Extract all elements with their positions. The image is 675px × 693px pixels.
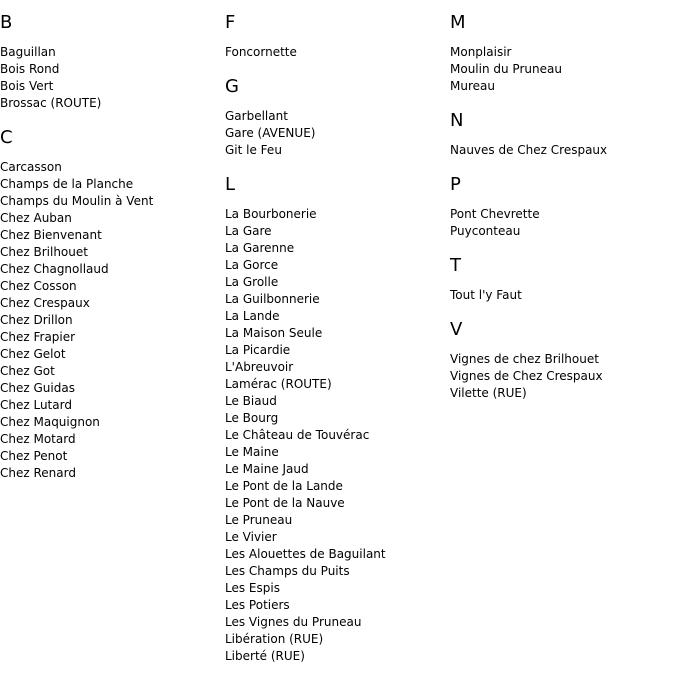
street-link[interactable]: Les Champs du Puits <box>225 564 350 578</box>
street-link[interactable]: Moulin du Pruneau <box>450 62 562 76</box>
street-link[interactable]: Chez Drillon <box>0 313 73 327</box>
street-list <box>450 287 675 304</box>
street-link[interactable]: Bois Vert <box>0 79 54 93</box>
letter-group <box>0 12 225 112</box>
street-link[interactable]: Chez Brilhouet <box>0 245 88 259</box>
letter-group <box>450 110 675 159</box>
street-link[interactable]: La Bourbonerie <box>225 207 317 221</box>
street-link[interactable]: Mureau <box>450 79 495 93</box>
street-list <box>450 142 675 159</box>
letter-heading: L <box>225 174 236 195</box>
index-column <box>450 12 675 417</box>
street-link[interactable]: La Picardie <box>225 343 291 357</box>
street-link[interactable]: Le Maine Jaud <box>225 462 309 476</box>
letter-heading: N <box>450 110 464 131</box>
street-link[interactable]: Nauves de Chez Crespaux <box>450 143 608 157</box>
street-link[interactable]: Chez Frapier <box>0 330 76 344</box>
street-link[interactable]: Les Potiers <box>225 598 290 612</box>
street-link[interactable]: Bois Rond <box>0 62 60 76</box>
street-list <box>225 108 450 159</box>
street-link[interactable]: Carcasson <box>0 160 62 174</box>
street-list <box>0 159 225 482</box>
street-link[interactable]: La Lande <box>225 309 280 323</box>
street-link[interactable]: Le Vivier <box>225 530 277 544</box>
street-link[interactable]: Gare (AVENUE) <box>225 126 316 140</box>
street-link[interactable]: Vilette (RUE) <box>450 386 527 400</box>
letter-heading: V <box>450 319 463 340</box>
street-link[interactable]: Le Pont de la Lande <box>225 479 343 493</box>
street-link[interactable]: Monplaisir <box>450 45 512 59</box>
street-link[interactable]: Chez Guidas <box>0 381 75 395</box>
street-link[interactable]: La Grolle <box>225 275 279 289</box>
index-column <box>225 12 450 680</box>
letter-group <box>0 127 225 482</box>
street-link[interactable]: Vignes de Chez Crespaux <box>450 369 603 383</box>
street-link[interactable]: Chez Motard <box>0 432 76 446</box>
street-list <box>225 44 450 61</box>
street-link[interactable]: Chez Bienvenant <box>0 228 102 242</box>
street-link[interactable]: Le Bourg <box>225 411 279 425</box>
street-link[interactable]: Tout l'y Faut <box>450 288 522 302</box>
street-link[interactable]: Foncornette <box>225 45 297 59</box>
street-link[interactable]: Champs de la Planche <box>0 177 134 191</box>
letter-heading: P <box>450 174 461 195</box>
letter-group <box>450 12 675 95</box>
street-link[interactable]: Git le Feu <box>225 143 282 157</box>
letter-group <box>225 174 450 665</box>
street-link[interactable]: La Gare <box>225 224 272 238</box>
street-link[interactable]: Libération (RUE) <box>225 632 324 646</box>
street-link[interactable]: Chez Gelot <box>0 347 66 361</box>
letter-heading: C <box>0 127 13 148</box>
street-link[interactable]: Le Pont de la Nauve <box>225 496 345 510</box>
letter-heading: M <box>450 12 466 33</box>
street-link[interactable]: Chez Penot <box>0 449 68 463</box>
street-link[interactable]: Brossac (ROUTE) <box>0 96 102 110</box>
street-link[interactable]: La Guilbonnerie <box>225 292 320 306</box>
street-link[interactable]: Le Château de Touvérac <box>225 428 370 442</box>
street-link[interactable]: La Maison Seule <box>225 326 323 340</box>
letter-group <box>450 319 675 402</box>
index-column <box>0 12 225 497</box>
letter-group <box>450 255 675 304</box>
street-link[interactable]: L'Abreuvoir <box>225 360 294 374</box>
street-list <box>450 351 675 402</box>
letter-group <box>225 12 450 61</box>
street-link[interactable]: Chez Chagnollaud <box>0 262 109 276</box>
letter-group <box>450 174 675 240</box>
street-link[interactable]: Le Maine <box>225 445 279 459</box>
street-link[interactable]: La Garenne <box>225 241 295 255</box>
street-link[interactable]: Vignes de chez Brilhouet <box>450 352 599 366</box>
street-link[interactable]: Pont Chevrette <box>450 207 540 221</box>
street-link[interactable]: Chez Lutard <box>0 398 72 412</box>
street-link[interactable]: Chez Renard <box>0 466 76 480</box>
street-link[interactable]: Les Espis <box>225 581 280 595</box>
street-link[interactable]: Chez Got <box>0 364 55 378</box>
street-list <box>450 206 675 240</box>
street-link[interactable]: Les Vignes du Pruneau <box>225 615 362 629</box>
letter-heading: T <box>450 255 461 276</box>
street-link[interactable]: Chez Cosson <box>0 279 77 293</box>
street-list <box>450 44 675 95</box>
street-link[interactable]: Les Alouettes de Baguilant <box>225 547 386 561</box>
street-link[interactable]: Liberté (RUE) <box>225 649 305 663</box>
street-link[interactable]: Chez Auban <box>0 211 72 225</box>
street-link[interactable]: Chez Crespaux <box>0 296 90 310</box>
letter-heading: B <box>0 12 13 33</box>
street-link[interactable]: Lamérac (ROUTE) <box>225 377 332 391</box>
letter-heading: F <box>225 12 236 33</box>
street-link[interactable]: Puyconteau <box>450 224 521 238</box>
street-link[interactable]: Baguillan <box>0 45 56 59</box>
street-list <box>0 44 225 112</box>
street-link[interactable]: Champs du Moulin à Vent <box>0 194 154 208</box>
letter-group <box>225 76 450 159</box>
street-link[interactable]: Le Pruneau <box>225 513 293 527</box>
letter-heading: G <box>225 76 239 97</box>
street-link[interactable]: Garbellant <box>225 109 288 123</box>
street-link[interactable]: Le Biaud <box>225 394 277 408</box>
street-link[interactable]: Chez Maquignon <box>0 415 100 429</box>
street-list <box>225 206 450 665</box>
street-link[interactable]: La Gorce <box>225 258 279 272</box>
